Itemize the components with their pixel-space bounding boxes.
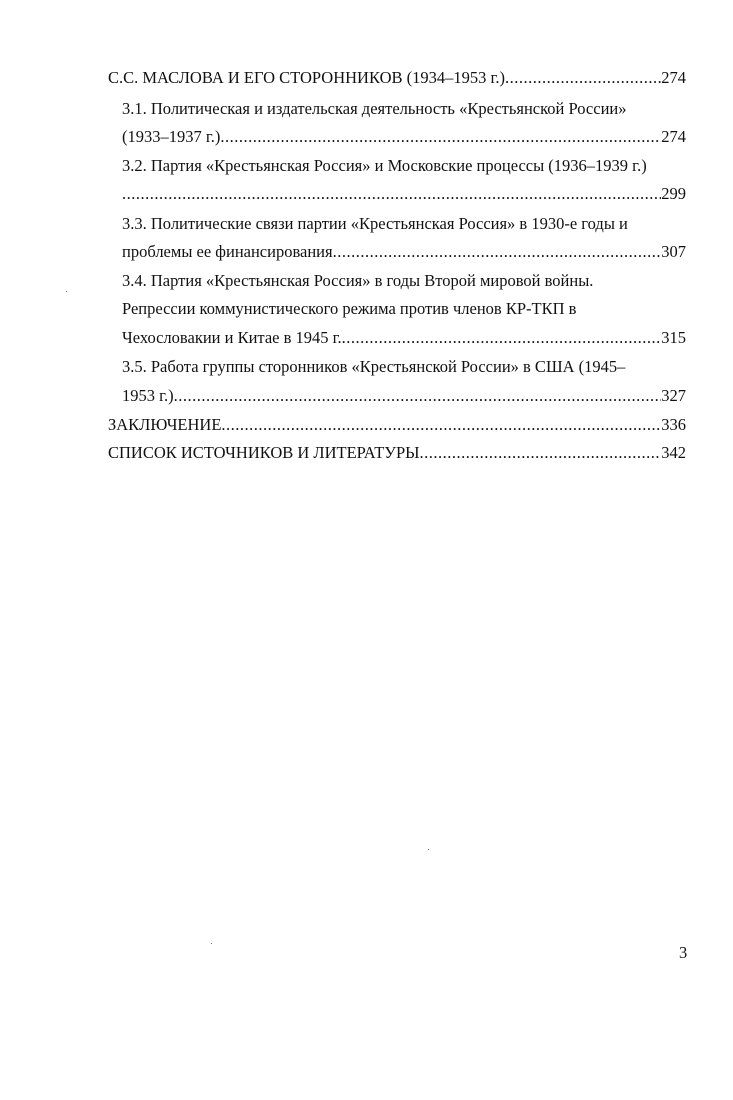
- toc-entry-3-2-line2: [0, 182, 686, 206]
- toc-entry-page: 274: [661, 127, 686, 146]
- toc-entry-text: ЗАКЛЮЧЕНИЕ: [108, 415, 222, 434]
- toc-entry-3-1-line1: [0, 97, 733, 121]
- toc-entry-conclusion: [0, 413, 686, 437]
- toc-entry-text: СПИСОК ИСТОЧНИКОВ И ЛИТЕРАТУРЫ: [108, 443, 420, 462]
- toc-entry-text: 3.4. Партия «Крестьянская Россия» в годы Второй мировой войны.: [122, 271, 594, 290]
- toc-entry-3-5-line1: [0, 355, 733, 379]
- toc-entry-sources: [0, 441, 686, 465]
- leader-dots: [221, 413, 661, 437]
- toc-entry-text: проблемы ее финансирования: [122, 242, 333, 261]
- leader-dots: [342, 326, 662, 350]
- toc-entry-page: 307: [661, 242, 686, 261]
- toc-entry-3-2-line1: [0, 154, 733, 178]
- toc-entry-text: 3.1. Политическая и издательская деятельность «Крестьянской России»: [122, 99, 627, 118]
- toc-entry-3-4-line1: [0, 269, 733, 293]
- toc-entry-page: 274: [661, 68, 686, 87]
- toc-entry-page: 342: [661, 443, 686, 462]
- toc-entry-text: 3.5. Работа группы сторонников «Крестьянской России» в США (1945–: [122, 357, 626, 376]
- toc-entry-3-3-line2: [0, 240, 686, 264]
- toc-entry-3-4-line3: [0, 326, 686, 350]
- toc-entry-text: Чехословакии и Китае в 1945 г.: [122, 328, 342, 347]
- toc-entry-text: С.С. МАСЛОВА И ЕГО СТОРОННИКОВ (1934–1953 г.): [108, 68, 506, 87]
- scan-speck: [428, 849, 429, 850]
- toc-entry-text: Репрессии коммунистического режима против членов КР-ТКП в: [122, 299, 577, 318]
- scan-speck: [211, 943, 212, 944]
- leader-dots: [174, 384, 662, 408]
- toc-entry-page: 336: [661, 415, 686, 434]
- toc-entry-page: 327: [661, 386, 686, 405]
- toc-entry-text: 3.3. Политические связи партии «Крестьянская Россия» в 1930-е годы и: [122, 214, 628, 233]
- leader-dots: [220, 125, 661, 149]
- leader-dots: [420, 441, 662, 465]
- toc-entry-chapter3: [0, 66, 686, 90]
- toc-entry-3-3-line1: [0, 212, 733, 236]
- page-number: 3: [679, 943, 688, 962]
- toc-entry-text: 3.2. Партия «Крестьянская Россия» и Московские процессы (1936–1939 г.): [122, 156, 647, 175]
- toc-entry-text: 1953 г.): [122, 386, 174, 405]
- leader-dots: [333, 240, 662, 264]
- toc-entry-text: (1933–1937 г.): [122, 127, 221, 146]
- leader-dots: [122, 182, 661, 206]
- toc-entry-3-4-line2: [0, 297, 733, 321]
- toc-entry-page: 299: [661, 184, 686, 203]
- scan-speck: [66, 291, 67, 292]
- toc-entry-3-1-line2: [0, 125, 686, 149]
- leader-dots: [505, 66, 661, 90]
- toc-entry-3-5-line2: [0, 384, 686, 408]
- toc-entry-page: 315: [661, 328, 686, 347]
